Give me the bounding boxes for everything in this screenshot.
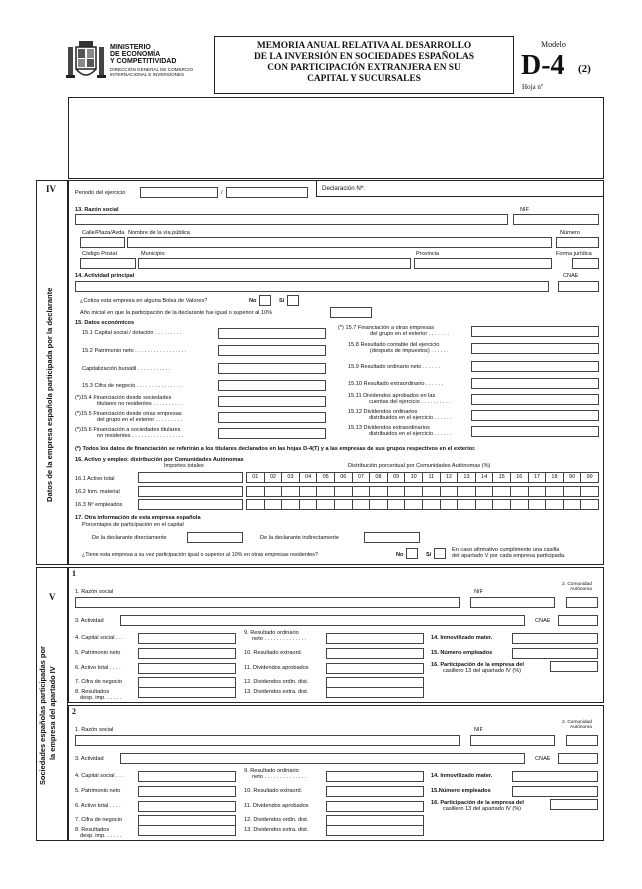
ministry-line1: MINISTERIO — [110, 44, 151, 51]
econ-right-7-label2: distribuidos en el ejercicio . . . . . . — [369, 431, 452, 437]
ca-code-header: 01 — [246, 472, 265, 483]
provincia-label: Provincia — [416, 251, 440, 257]
entry-actividad-label: 3. Actividad — [75, 618, 104, 624]
ca-percentage-cell[interactable] — [440, 499, 459, 510]
entry-actividad-field[interactable] — [120, 615, 525, 626]
econ-left-5-label2: titulares no residentes . . . . . . . . . . — [97, 401, 183, 407]
ca-code-header: 14 — [475, 472, 494, 483]
cotiza-label: ¿Cotiza esta empresa en alguna Bolsa de Valores? — [80, 298, 208, 304]
cnae-field[interactable] — [558, 281, 599, 292]
entry-col3-16-label2: casillero 13 del apartado IV (%) — [443, 806, 522, 812]
razon-social-label: 13. Razón social — [75, 207, 119, 213]
entry-razon-social-label: 1. Razón social — [75, 727, 114, 733]
entry-col1-field[interactable] — [138, 663, 236, 674]
ca-percentage-cell[interactable] — [281, 499, 300, 510]
entry-col2-label: 12. Dividendos ordin. dist. — [244, 679, 309, 685]
ca-percentage-cell[interactable] — [246, 499, 265, 510]
entry-col3-15-label: 15.Número empleados — [431, 788, 491, 794]
forma-juridica-label: Forma jurídica — [556, 251, 592, 257]
entry-col2-field[interactable] — [326, 687, 424, 698]
entry-comunidad-label-2: Autónoma — [570, 587, 592, 592]
entry-col2-field[interactable] — [326, 648, 424, 659]
ca-code-header: 13 — [457, 472, 476, 483]
econ-right-5-label: 15.11 Dividendos aprobados en las — [348, 393, 436, 399]
indirectamente-label: De la declarante indirectamente — [260, 535, 339, 541]
section-v-side-label-1: Sociedades españolas participadas por — [38, 646, 47, 785]
forma-juridica-field[interactable] — [572, 258, 599, 269]
ca-code-header: 03 — [281, 472, 300, 483]
econ-right-2-label2: (después de impuestos) . . . . . . — [370, 348, 449, 354]
codigo-postal-field[interactable] — [80, 258, 136, 269]
codigo-postal-label: Código Postal — [82, 251, 117, 257]
ca-percentage-cell[interactable] — [422, 486, 441, 497]
section-iv-side-label: Datos de la empresa española participada por la declarante — [45, 287, 54, 502]
title-box — [214, 36, 514, 94]
activo-empleo-label: 16. Activo y empleo: distribución por Comunidades Autónomas — [75, 457, 244, 463]
econ-left-3-label: Capitalización bursátil . . . . . . . . . . . — [82, 366, 171, 372]
ca-percentage-cell[interactable] — [281, 486, 300, 497]
ca-code-header: 90 — [563, 472, 582, 483]
entry-col3-16-field[interactable] — [550, 799, 598, 810]
entry-col2-9-label: 9. Resultado ordinario — [244, 768, 299, 774]
entry-col3-16-label2: casillero 13 del apartado IV (%) — [443, 668, 522, 674]
ca-code-header: 08 — [369, 472, 388, 483]
financing-note: (*) Todos los datos de financiación se referirán a los titulares declarados en las hojas D-4(T) y a las empresas de sus grupos respectivos en el exterior. — [75, 446, 476, 452]
tiene-si-checkbox[interactable] — [434, 548, 446, 559]
entry-col1-label: 4. Capital social . . . — [75, 635, 124, 641]
importes-totales-label: Importes totales — [164, 463, 204, 469]
cotiza-si-checkbox[interactable] — [287, 295, 299, 306]
entry-col1-label: 5. Patrimonio neto — [75, 788, 121, 794]
ca-percentage-cell[interactable] — [580, 486, 599, 497]
anio-inicial-label: Año inicial en que la participación de la declarante fue igual o superior al 10% — [80, 310, 273, 316]
ca-percentage-cell[interactable] — [475, 486, 494, 497]
econ-right-3-field[interactable] — [471, 361, 599, 372]
tiene-no-checkbox[interactable] — [406, 548, 418, 559]
entry-col2-9-field[interactable] — [326, 633, 424, 644]
ca-code-header: 10 — [404, 472, 423, 483]
entry-col1-label: 4. Capital social . . . — [75, 773, 124, 779]
tiene-si-label: Sí — [426, 552, 432, 558]
econ-left-5-field[interactable] — [218, 396, 326, 407]
ca-code-header: 09 — [387, 472, 406, 483]
entry-col2-field[interactable] — [326, 663, 424, 674]
periodo-field-2[interactable] — [226, 187, 308, 198]
econ-right-7-field[interactable] — [471, 426, 599, 437]
numero-field[interactable] — [556, 237, 599, 248]
entry-col2-field[interactable] — [326, 786, 424, 797]
title-line3: CON PARTICIPACIÓN EXTRANJERA EN SU — [267, 63, 461, 73]
entry-col1-extra-label: desp. imp. . . . . . — [80, 833, 122, 839]
entry-nif-label: NIF — [474, 589, 484, 595]
municipio-label: Municipio — [141, 251, 165, 257]
ca-code-header: 11 — [422, 472, 441, 483]
econ-left-2-label: 15.2 Patrimonio neto . . . . . . . . . . . . . . . . . — [82, 348, 187, 354]
entry-col1-label: 8. Resultados — [75, 689, 110, 695]
econ-right-3-label: 15.9 Resultado ordinario neto . . . . . . — [348, 364, 441, 370]
ca-percentage-cell[interactable] — [510, 499, 529, 510]
ca-percentage-cell[interactable] — [387, 499, 406, 510]
ca-code-header: 07 — [352, 472, 371, 483]
caso-afirmativo-2: del apartado V por cada empresa participada. — [452, 553, 566, 559]
entry-col3-16-field[interactable] — [550, 661, 598, 672]
ca-percentage-cell[interactable] — [492, 499, 511, 510]
section-iv-roman: IV — [46, 184, 57, 194]
ca-percentage-cell[interactable] — [264, 486, 283, 497]
econ-left-1-label: 15.1 Capital social / dotación . . . . . . . . . — [82, 330, 182, 336]
entry-col3-15-field[interactable] — [512, 786, 598, 797]
activo-total-field[interactable] — [138, 472, 243, 483]
entry-number: 1 — [72, 569, 76, 578]
ca-percentage-cell[interactable] — [545, 486, 564, 497]
entry-col3-16-label: 16. Participación de la empresa del — [431, 662, 524, 668]
entry-col1-label: 6. Activo total . . . . — [75, 665, 121, 671]
distribucion-label: Distribución porcentual por Comunidades Autónomas (%) — [348, 463, 491, 469]
entry-col2-label: 12. Dividendos ordin. dist. — [244, 817, 309, 823]
ca-percentage-cell[interactable] — [352, 499, 371, 510]
ca-percentage-cell[interactable] — [457, 486, 476, 497]
direction-line2: INTERNACIONAL E INVERSIONES — [110, 72, 185, 77]
actividad-field[interactable] — [75, 281, 549, 292]
empleados-field[interactable] — [138, 499, 243, 510]
inm-material-field[interactable] — [138, 486, 243, 497]
entry-col1-field[interactable] — [138, 648, 236, 659]
entry-col3-14-field[interactable] — [512, 771, 598, 782]
ca-percentage-cell[interactable] — [369, 499, 388, 510]
ca-percentage-cell[interactable] — [563, 499, 582, 510]
nombre-via-field[interactable] — [127, 237, 552, 248]
calle-field[interactable] — [80, 237, 125, 248]
ca-percentage-cell[interactable] — [528, 486, 547, 497]
ca-percentage-cell[interactable] — [545, 499, 564, 510]
ca-code-header: 15 — [492, 472, 511, 483]
periodo-label: Periodo del ejercicio — [75, 190, 126, 196]
ca-percentage-cell[interactable] — [404, 499, 423, 510]
tiene-question: ¿Tiene esta empresa a su vez participación igual o superior al 10% en otras empresas residentes? — [82, 552, 318, 558]
periodo-field-1[interactable] — [140, 187, 218, 198]
econ-left-6-label2: del grupo en el exterior . . . . . . . . . — [97, 417, 183, 423]
modelo-suffix: (2) — [578, 63, 591, 75]
otra-info-label: 17. Otra información de esta empresa española — [75, 515, 201, 521]
entry-col2-label: 11. Dividendos aprobados — [244, 665, 309, 671]
ca-code-header: 12 — [440, 472, 459, 483]
ministry-line3: Y COMPETITIVIDAD — [110, 58, 177, 65]
ca-percentage-cell[interactable] — [246, 486, 265, 497]
entry-col1-label: 8. Resultados — [75, 827, 110, 833]
ca-percentage-cell[interactable] — [457, 499, 476, 510]
entry-col2-9-label2: neto . . . . . . . . . . . . . . — [252, 774, 307, 780]
econ-left-6-field[interactable] — [218, 412, 326, 423]
entry-col1-field[interactable] — [138, 687, 236, 698]
entry-comunidad-label-1: 2. Comunidad — [562, 582, 592, 587]
nombre-via-label: Nombre de la vía pública — [128, 230, 190, 236]
ca-percentage-cell[interactable] — [369, 486, 388, 497]
ca-percentage-cell[interactable] — [334, 486, 353, 497]
entry-col1-field[interactable] — [138, 801, 236, 812]
activo-row-label: 16.1 Activo total — [75, 476, 115, 482]
entry-cnae-label: CNAE — [535, 618, 551, 624]
entry-col1-field[interactable] — [138, 633, 236, 644]
tiene-no-label: No — [396, 552, 404, 558]
entry-cnae-label: CNAE — [535, 756, 551, 762]
ca-percentage-cell[interactable] — [475, 499, 494, 510]
anio-inicial-field[interactable] — [330, 307, 372, 318]
econ-right-6-field[interactable] — [471, 410, 599, 421]
razon-social-field[interactable] — [75, 214, 508, 225]
hoja-label: Hoja nº — [522, 83, 544, 91]
ca-percentage-cell[interactable] — [440, 486, 459, 497]
section-v-side-label-2: la empresa del apartado IV — [48, 666, 57, 760]
indirectamente-field[interactable] — [364, 532, 420, 543]
ca-code-header: 16 — [510, 472, 529, 483]
entry-number: 2 — [72, 707, 76, 716]
ca-percentage-cell[interactable] — [528, 499, 547, 510]
entry-col1-extra-label: desp. imp. . . . . . — [80, 695, 122, 701]
entry-nif-field[interactable] — [470, 735, 555, 746]
ca-code-header: 17 — [528, 472, 547, 483]
ca-percentage-cell[interactable] — [510, 486, 529, 497]
entry-col3-14-label: 14. Inmovilizado mater. — [431, 635, 493, 641]
ca-code-header: 18 — [545, 472, 564, 483]
entry-cnae-field[interactable] — [558, 615, 598, 626]
entry-col3-15-field[interactable] — [512, 648, 598, 659]
ca-percentage-cell[interactable] — [299, 486, 318, 497]
entry-col3-14-field[interactable] — [512, 633, 598, 644]
entry-comunidad-label-2: Autónoma — [570, 725, 592, 730]
ca-percentage-cell[interactable] — [334, 499, 353, 510]
econ-left-4-label: 15.3 Cifra de negocio . . . . . . . . . . . . . . . — [82, 383, 182, 389]
entry-col1-label: 7. Cifra de negocio — [75, 679, 122, 685]
econ-right-7-label: 15.13 Dividendos extraordinarios — [348, 425, 430, 431]
econ-right-5-label2: cuentas del ejercicio . . . . . . . . . . — [369, 399, 451, 405]
entry-col2-9-field[interactable] — [326, 771, 424, 782]
econ-left-4-field[interactable] — [218, 380, 326, 391]
ca-percentage-cell[interactable] — [422, 499, 441, 510]
municipio-field[interactable] — [138, 258, 411, 269]
entry-col1-field[interactable] — [138, 825, 236, 836]
periodo-slash: / — [221, 190, 223, 196]
ca-percentage-cell[interactable] — [492, 486, 511, 497]
ca-code-header: 02 — [264, 472, 283, 483]
section-v-roman: V — [49, 592, 56, 602]
nif-label: NIF — [520, 207, 530, 213]
ca-percentage-cell[interactable] — [316, 499, 335, 510]
cotiza-no-checkbox[interactable] — [259, 295, 271, 306]
cotiza-no-label: No — [249, 298, 257, 304]
econ-left-1-field[interactable] — [218, 328, 326, 339]
entry-comunidad-field[interactable] — [566, 597, 598, 608]
entry-nif-field[interactable] — [470, 597, 555, 608]
entry-col1-field[interactable] — [138, 786, 236, 797]
inm-row-label: 16.2 Inm. material — [75, 489, 120, 495]
directamente-label: De la declarante directamente — [92, 535, 167, 541]
entry-col2-label: 11. Dividendos aprobados — [244, 803, 309, 809]
entry-col2-label: 10. Resultado extraord. — [244, 650, 303, 656]
econ-right-4-label: 15.10 Resultado extraordinario . . . . . . — [348, 381, 444, 387]
modelo-code: D-4 — [521, 50, 565, 81]
econ-right-1-label2: del grupo en el exterior . . . . . . . — [370, 331, 449, 337]
entry-col2-9-label2: neto . . . . . . . . . . . . . . — [252, 636, 307, 642]
entry-col2-label: 10. Resultado extraord. — [244, 788, 303, 794]
title-line2: DE LA INVERSIÓN EN SOCIEDADES ESPAÑOLAS — [254, 52, 474, 62]
entry-nif-label: NIF — [474, 727, 484, 733]
entry-col1-field[interactable] — [138, 771, 236, 782]
ca-percentage-cell[interactable] — [316, 486, 335, 497]
ca-code-header: 99 — [580, 472, 599, 483]
econ-left-2-field[interactable] — [218, 345, 326, 356]
title-line1: MEMORIA ANUAL RELATIVA AL DESARROLLO — [256, 41, 472, 51]
econ-right-1-label: (*) 15.7 Financiación a otras empresas — [338, 325, 435, 331]
entry-col2-field[interactable] — [326, 801, 424, 812]
ca-percentage-cell[interactable] — [404, 486, 423, 497]
entry-razon-social-field[interactable] — [75, 735, 460, 746]
empleados-row-label: 16.3 Nº empleados — [75, 502, 123, 508]
numero-label: Número — [560, 230, 580, 236]
entry-comunidad-field[interactable] — [566, 735, 598, 746]
econ-right-6-label: 15.12 Dividendos ordinarios — [348, 409, 418, 415]
ca-code-header: 04 — [299, 472, 318, 483]
ca-percentage-cell[interactable] — [299, 499, 318, 510]
entry-actividad-label: 3. Actividad — [75, 756, 104, 762]
entry-col2-label: 13. Dividendos extra. dist. — [244, 827, 309, 833]
econ-left-7-field[interactable] — [218, 428, 326, 439]
entry-comunidad-label-1: 2. Comunidad — [562, 720, 592, 725]
ca-code-header: 06 — [334, 472, 353, 483]
econ-right-2-field[interactable] — [471, 343, 599, 354]
econ-right-1-field[interactable] — [471, 326, 599, 337]
caso-afirmativo-1: En caso afirmativo cumplimente una casilla — [452, 547, 560, 553]
entry-col3-15-label: 15. Número empleados — [431, 650, 493, 656]
entry-col1-label: 7. Cifra de negocio — [75, 817, 122, 823]
declaracion-label: Declaración Nº: — [322, 185, 365, 192]
entry-razon-social-field[interactable] — [75, 597, 460, 608]
econ-right-5-field[interactable] — [471, 394, 599, 405]
actividad-label: 14. Actividad principal — [75, 273, 135, 279]
entry-actividad-field[interactable] — [120, 753, 525, 764]
econ-right-6-label2: distribuidos en el ejercicio . . . . . . — [369, 415, 452, 421]
title-line4: CAPITAL Y SUCURSALES — [307, 74, 421, 84]
ca-percentage-cell[interactable] — [264, 499, 283, 510]
cnae-label: CNAE — [563, 273, 579, 279]
entry-cnae-field[interactable] — [558, 753, 598, 764]
entry-col2-9-label: 9. Resultado ordinario — [244, 630, 299, 636]
entry-col3-16-label: 16. Participación de la empresa del — [431, 800, 524, 806]
ca-percentage-cell[interactable] — [352, 486, 371, 497]
econ-right-4-field[interactable] — [471, 378, 599, 389]
provincia-field[interactable] — [414, 258, 552, 269]
ministry-line2: DE ECONOMÍA — [110, 51, 161, 58]
econ-left-5-label: (*)15.4 Financiación desde sociedades — [75, 395, 172, 401]
ca-code-header: 05 — [316, 472, 335, 483]
calle-label: Calle/Plaza/Avda — [82, 230, 125, 236]
entry-col2-field[interactable] — [326, 825, 424, 836]
econ-right-2-label: 15.8 Resultado contable del ejercicio — [348, 342, 440, 348]
ca-percentage-cell[interactable] — [387, 486, 406, 497]
direction-line1: DIRECCIÓN GENERAL DE COMERCIO — [110, 67, 194, 72]
nif-field[interactable] — [513, 214, 599, 225]
entry-col2-label: 13. Dividendos extra. dist. — [244, 689, 309, 695]
entry-col1-label: 6. Activo total . . . . — [75, 803, 121, 809]
directamente-field[interactable] — [187, 532, 243, 543]
econ-left-7-label: (*)15.6 Financiación a sociedades titulares — [75, 427, 181, 433]
ca-percentage-cell[interactable] — [580, 499, 599, 510]
econ-left-7-label2: no residentes . . . . . . . . . . . . . . . . . — [97, 433, 184, 439]
entry-col3-14-label: 14. Inmovilizado mater. — [431, 773, 493, 779]
coat-of-arms-icon — [66, 39, 106, 83]
datos-economicos-label: 15. Datos económicos — [75, 320, 135, 326]
entry-col1-label: 5. Patrimonio neto — [75, 650, 121, 656]
entry-razon-social-label: 1. Razón social — [75, 589, 114, 595]
stamp-area[interactable] — [68, 97, 604, 179]
econ-left-3-field[interactable] — [218, 363, 326, 374]
porcentajes-label: Porcentajes de participación en el capital — [82, 522, 184, 528]
modelo-label: Modelo — [541, 40, 566, 49]
ca-percentage-cell[interactable] — [563, 486, 582, 497]
cotiza-si-label: Sí — [279, 298, 285, 304]
econ-left-6-label: (*)15.5 Financiación desde otras empresas — [75, 411, 182, 417]
